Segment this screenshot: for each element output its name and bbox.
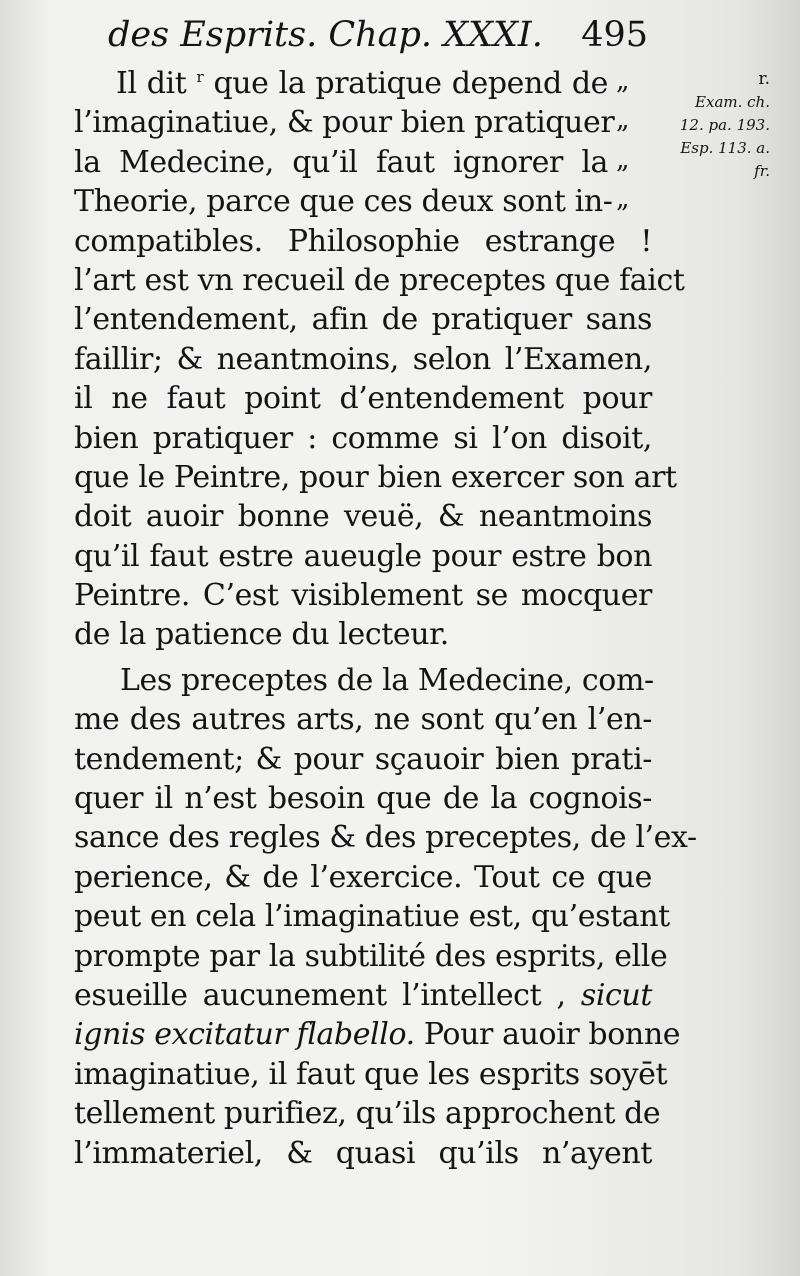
text-line: compatibles. Philosophie estrange ! [74, 223, 652, 259]
body-text [74, 64, 697, 1173]
text-line: faillir; & neantmoins, selon l’Examen, [74, 341, 652, 377]
quote-mark: „ [616, 105, 630, 135]
text-line: prompte par la subtilité des esprits, elle [74, 938, 668, 974]
margin-note-line: fr. [754, 162, 770, 180]
text-line: me des autres arts, ne sont qu’en l’en- [74, 702, 652, 738]
text-fragment: que la pratique depend de [213, 66, 609, 101]
text-line: Theorie, parce que ces deux sont in- [74, 184, 613, 220]
page-number: 495 [581, 15, 648, 55]
text-line: que le Peintre, pour bien exercer son art [74, 459, 677, 495]
text-line: tellement purifiez, qu’ils approchent de [74, 1096, 661, 1132]
footnote-ref: r [196, 68, 204, 86]
text-line: l’immateriel, & quasi qu’ils n’ayent [74, 1135, 652, 1171]
text-line: l’entendement, afin de pratiquer sans [74, 302, 652, 338]
text-line: perience, & de l’exercice. Tout ce que [74, 859, 652, 895]
text-line: sance des regles & des preceptes, de l’ex- [74, 820, 697, 856]
text-line: il ne faut point d’entendement pour [74, 381, 652, 417]
text-fragment: Il dit [116, 66, 187, 101]
text-line: peut en cela l’imaginatiue est, qu’estant [74, 899, 670, 935]
margin-note-mark: r. [758, 69, 770, 89]
margin-note [640, 68, 770, 183]
quote-mark: „ [616, 145, 630, 175]
latin-quote: ignis excitatur flabello. [74, 1017, 415, 1053]
show-through-shadow [70, 1140, 660, 1260]
text-line: bien pratiquer : comme si l’on disoit, [74, 420, 652, 456]
text-line: quer il n’est besoin que de la cognois- [74, 781, 652, 817]
running-title: des Esprits. Chap. XXXI. [108, 15, 543, 55]
text-line: imaginatiue, il faut que les esprits soyēt [74, 1056, 668, 1092]
text-line: tendement; & pour sçauoir bien prati- [74, 741, 652, 777]
text-line [74, 64, 652, 103]
text-line: Les preceptes de la Medecine, com- [120, 662, 654, 698]
text-line: doit auoir bonne veuë, & neantmoins [74, 499, 652, 535]
text-line [74, 976, 652, 1015]
margin-note-line: Exam. ch. [695, 93, 770, 111]
text-fragment: Pour auoir bonne [423, 1017, 681, 1053]
margin-note-line: 12. pa. 193. [679, 116, 770, 134]
text-line [74, 1015, 681, 1054]
text-line: de la patience du lecteur. [74, 617, 449, 653]
page-header [108, 12, 648, 58]
quote-mark: „ [616, 66, 630, 96]
text-line: l’imaginatiue, & pour bien pratiquer [74, 105, 615, 141]
text-fragment: esueille aucunement l’intellect , [74, 977, 566, 1013]
text-line: qu’il faut estre aueugle pour estre bon [74, 538, 652, 574]
margin-note-line: Esp. 113. a. [680, 139, 770, 157]
paragraph-2 [74, 661, 697, 1173]
latin-quote: sicut [580, 977, 652, 1013]
text-line: l’art est vn recueil de preceptes que faict [74, 262, 685, 298]
text-line: la Medecine, qu’il faut ignorer la [74, 144, 608, 180]
quote-mark: „ [616, 184, 630, 214]
paragraph-1 [74, 64, 685, 655]
text-line: Peintre. C’est visiblement se mocquer [74, 578, 652, 614]
